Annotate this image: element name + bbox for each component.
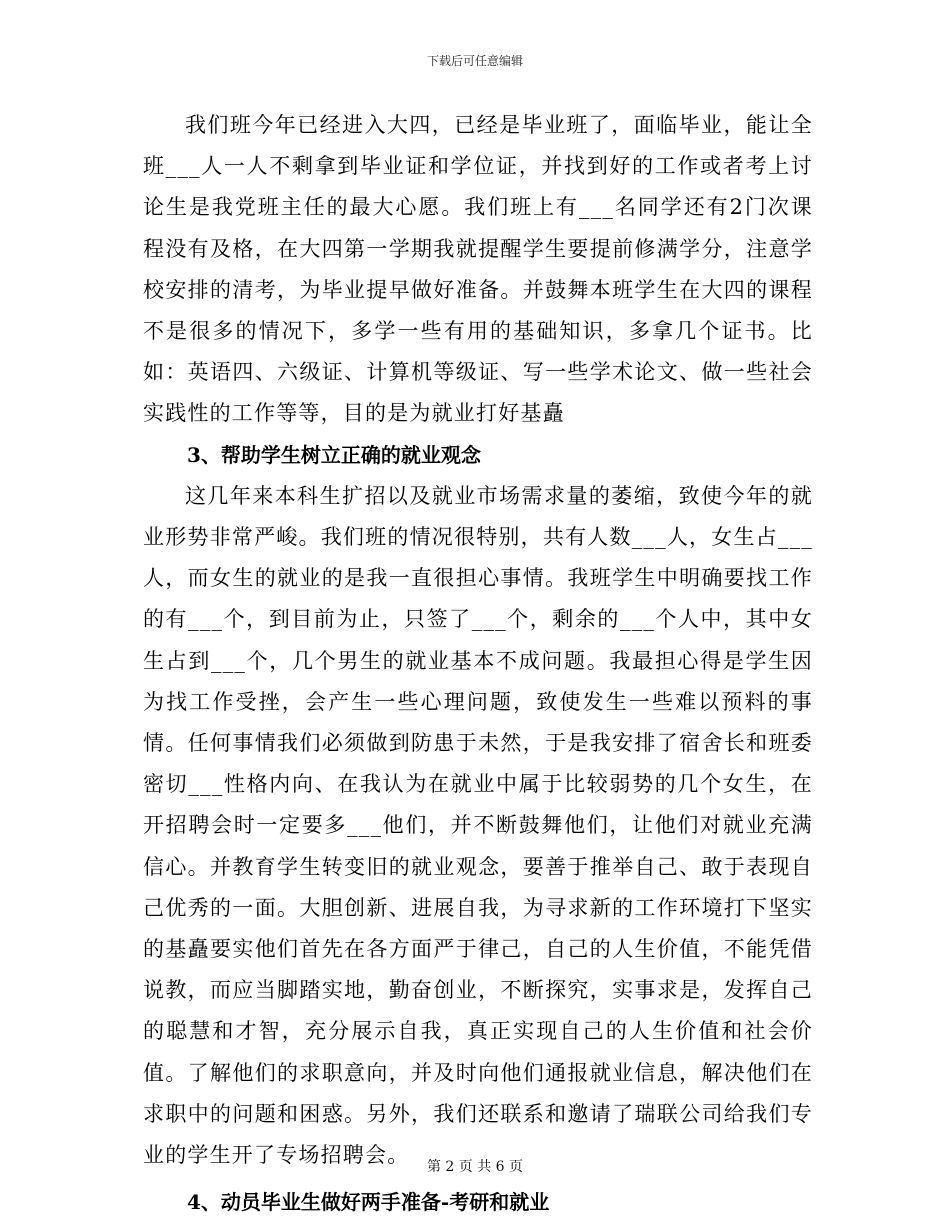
page-header: 下载后可任意编辑 — [426, 54, 523, 68]
section-heading-3: 3、帮助学生树立正确的就业观念 — [187, 442, 481, 467]
document-body — [143, 105, 813, 1223]
paragraph-employment-concept: 这几年来本科生扩招以及就业市场需求量的萎缩，致使今年的就业形势非常严峻。我们班的情况很特别，共有人数___人，女生占___人，而女生的就业的是我一直很担心事情。我班学生中明确要找工作的有___个，到目前为止，只签了___个，剩余的___个人中，其中女生占到___个，几个男生的就业基本不成问题。我最担心得是学生因为找工作受挫，会产生一些心理问题，致使发生一些难以预料的事情。任何事情我们必须做到防患于未然，于是我安排了宿舍长和班委密切___性格内向、在我认为在就业中属于比较弱势的几个女生，在开招聘会时一定要多___他们，并不断鼓舞他们，让他们对就业充满信心。并教育学生转变旧的就业观念，要善于推举自己、敢于表现自己优秀的一面。大胆创新、进展自我，为寻求新的工作环境打下坚实的基矗要实他们首先在各方面严于律己，自己的人生价值，不能凭借说教，而应当脚踏实地，勤奋创业，不断探究，实事求是，发挥自己的聪慧和才智，充分展示自我，真正实现自己的人生价值和社会价值。了解他们的求职意向，并及时向他们通报就业信息，解决他们在求职中的问题和困惑。另外，我们还联系和邀请了瑞联公司给我们专业的学生开了专场招聘会。 — [143, 483, 813, 1168]
paragraph-graduation-preparation: 我们班今年已经进入大四，已经是毕业班了，面临毕业，能让全班___人一人不剩拿到毕业证和学位证，并找到好的工作或者考上讨论生是我党班主任的最大心愿。我们班上有___名同学还有2门次课程没有及格，在大四第一学期我就提醒学生要提前修满学分，注意学校安排的清考，为毕业提早做好准备。并鼓舞本班学生在大四的课程不是很多的情况下，多学一些有用的基础知识，多拿几个证书。比如：英语四、六级证、计算机等级证、写一些学术论文、做一些社会实践性的工作等等，目的是为就业打好基矗 — [143, 113, 813, 426]
page-number: 第 2 页 共 6 页 — [426, 1159, 524, 1175]
section-heading-4: 4、动员毕业生做好两手准备-考研和就业 — [187, 1190, 550, 1215]
